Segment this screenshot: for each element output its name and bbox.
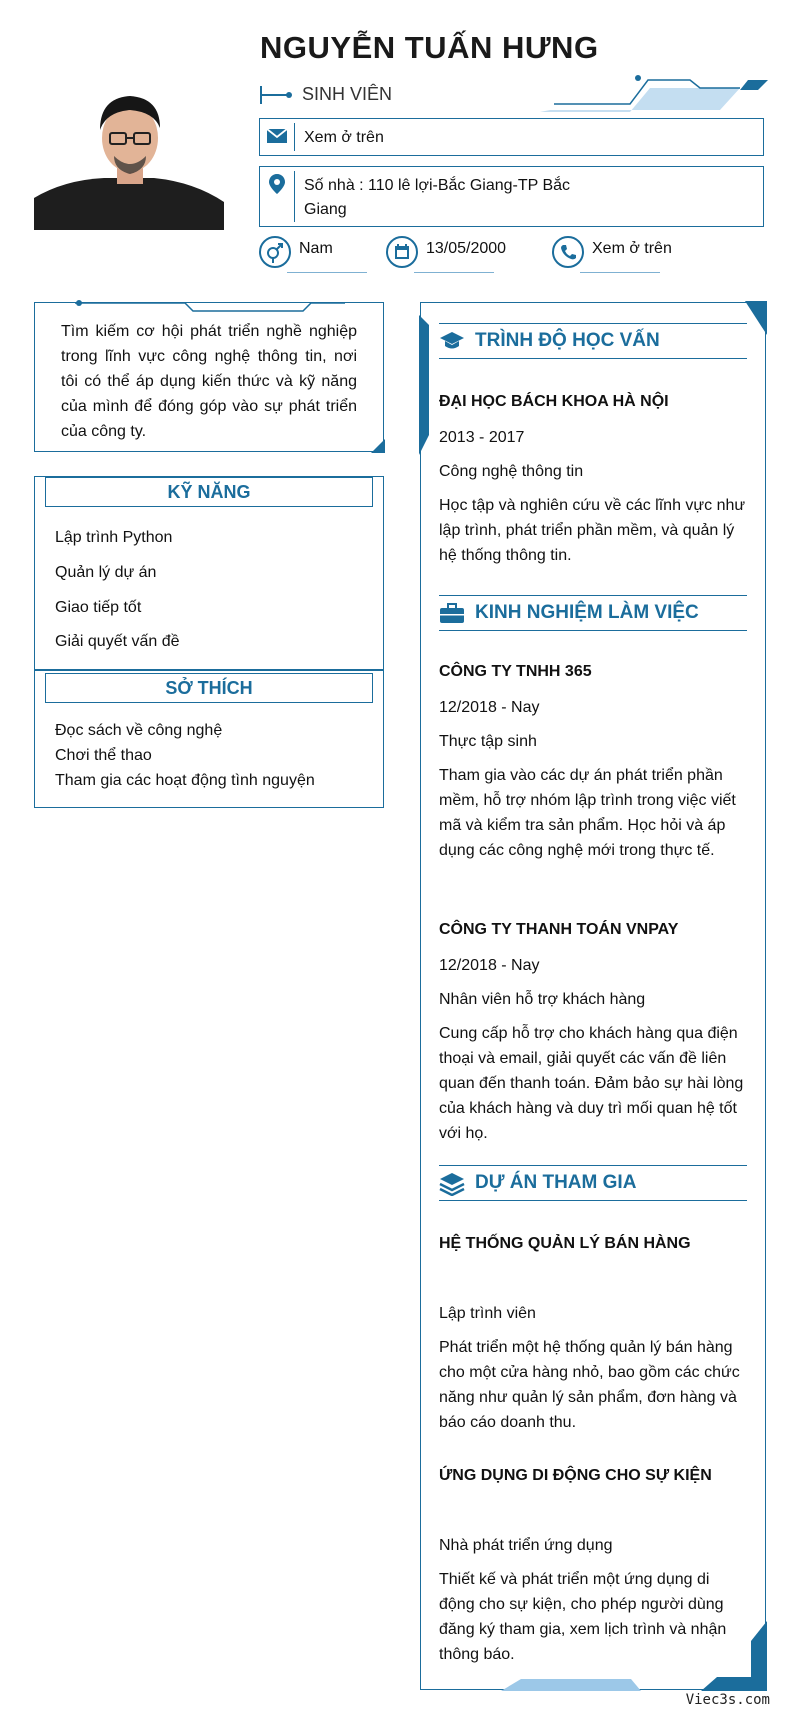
job-period: 12/2018 - Nay: [439, 957, 540, 974]
project-description: Phát triển một hệ thống quản lý bán hàng cho một cửa hàng nhỏ, bao gồm các chức năng như quản lý sản phẩm, đơn hàng và báo cáo doanh thu.: [439, 1339, 740, 1431]
briefcase-icon: [439, 602, 465, 624]
job-description: Tham gia vào các dự án phát triển phần mềm, hỗ trợ nhóm lập trình trong việc viết mã và kiểm tra sản phẩm. Học hỏi và áp dụng các công nghệ mới trong thực tế.: [439, 767, 736, 859]
skills-heading: KỸ NĂNG: [45, 477, 373, 507]
project-name: HỆ THỐNG QUẢN LÝ BÁN HÀNG: [439, 1235, 691, 1252]
job-role: Thực tập sinh: [439, 733, 537, 750]
skill-item: Giao tiếp tốt: [55, 599, 142, 616]
envelope-icon: [266, 125, 288, 147]
title-tick-decoration: [260, 94, 290, 96]
address-separator: [294, 171, 295, 222]
job-company: CÔNG TY THANH TOÁN VNPAY: [439, 921, 679, 938]
objective-text: Tìm kiếm cơ hội phát triển nghề nghiệp trong lĩnh vực công nghệ thông tin, nơi tôi có thể áp dụng kiến thức và kỹ năng của mình để đóng góp vào sự phát triển của công ty.: [61, 323, 357, 440]
education-heading: [439, 323, 747, 359]
layers-icon: [439, 1172, 465, 1196]
right-panel-left-decoration: [419, 315, 431, 455]
gender-item: [259, 236, 379, 276]
phone-underline: [580, 272, 660, 273]
job-description: Cung cấp hỗ trợ cho khách hàng qua điện thoại và email, giải quyết các vấn đề liên quan đến thanh toán. Đảm bảo sự hài lòng của khách hàng và duy trì mối quan hệ tốt với họ.: [439, 1025, 744, 1142]
avatar: [34, 80, 224, 230]
education-major: Công nghệ thông tin: [439, 463, 584, 480]
address-value: Số nhà : 110 lê lợi-Bắc Giang-TP Bắc Giang: [304, 177, 571, 218]
email-separator: [294, 123, 295, 151]
experience-title: KINH NGHIỆM LÀM VIỆC: [475, 602, 699, 623]
project-description: Thiết kế và phát triển một ứng dụng di động cho sự kiện, cho phép người dùng đăng ký tham gia, xem lịch trình và nhận thông báo.: [439, 1571, 727, 1663]
hobbies-heading: SỞ THÍCH: [45, 673, 373, 703]
candidate-name: NGUYỄN TUẤN HƯNG: [260, 30, 599, 65]
main-content-panel: [420, 302, 766, 1690]
birthday-underline: [414, 272, 494, 273]
panel-top-notch-decoration: [75, 299, 345, 313]
circuit-decoration: [540, 74, 770, 116]
position-label: SINH VIÊN: [302, 84, 393, 104]
hobby-item: Đọc sách về công nghệ: [55, 722, 223, 739]
phone-icon: [552, 236, 584, 268]
panel-corner-decoration: [371, 439, 385, 453]
project-role: Nhà phát triển ứng dụng: [439, 1537, 613, 1554]
gender-icon: [259, 236, 291, 268]
graduation-cap-icon: [439, 330, 465, 352]
projects-heading: [439, 1165, 747, 1201]
footer-watermark: Viec3s.com: [685, 1692, 770, 1708]
education-description: Học tập và nghiên cứu về các lĩnh vực như lập trình, phát triển phần mềm, và quản lý hệ thống thông tin.: [439, 497, 746, 564]
project-role: Lập trình viên: [439, 1305, 536, 1322]
skill-item: Giải quyết vấn đề: [55, 633, 180, 650]
birthday-value: 13/05/2000: [426, 240, 507, 257]
project-name: ỨNG DỤNG DI ĐỘNG CHO SỰ KIỆN: [439, 1467, 712, 1484]
job-role: Nhân viên hỗ trợ khách hàng: [439, 991, 646, 1008]
education-title: TRÌNH ĐỘ HỌC VẤN: [475, 330, 660, 351]
skill-item: Quản lý dự án: [55, 564, 157, 581]
job-company: CÔNG TY TNHH 365: [439, 663, 592, 680]
experience-heading: [439, 595, 747, 631]
skills-hobbies-panel: [34, 476, 384, 808]
job-period: 12/2018 - Nay: [439, 699, 540, 716]
objective-panel: [34, 302, 384, 452]
position-title: [260, 84, 392, 105]
email-value: Xem ở trên: [304, 129, 384, 146]
address-box: [259, 166, 764, 227]
map-pin-icon: [266, 173, 288, 195]
right-panel-top-decoration: [745, 301, 767, 335]
education-period: 2013 - 2017: [439, 429, 525, 446]
phone-item: [552, 236, 692, 276]
gender-value: Nam: [299, 240, 333, 257]
hobby-item: Tham gia các hoạt động tình nguyện: [55, 772, 315, 789]
email-box: [259, 118, 764, 156]
birthday-item: [386, 236, 516, 276]
calendar-icon: [386, 236, 418, 268]
phone-value: Xem ở trên: [592, 240, 672, 257]
education-school: ĐẠI HỌC BÁCH KHOA HÀ NỘI: [439, 393, 669, 410]
skills-divider: [35, 669, 383, 671]
projects-title: DỰ ÁN THAM GIA: [475, 1172, 637, 1193]
hobby-item: Chơi thể thao: [55, 747, 152, 764]
skill-item: Lập trình Python: [55, 529, 173, 546]
gender-underline: [287, 272, 367, 273]
